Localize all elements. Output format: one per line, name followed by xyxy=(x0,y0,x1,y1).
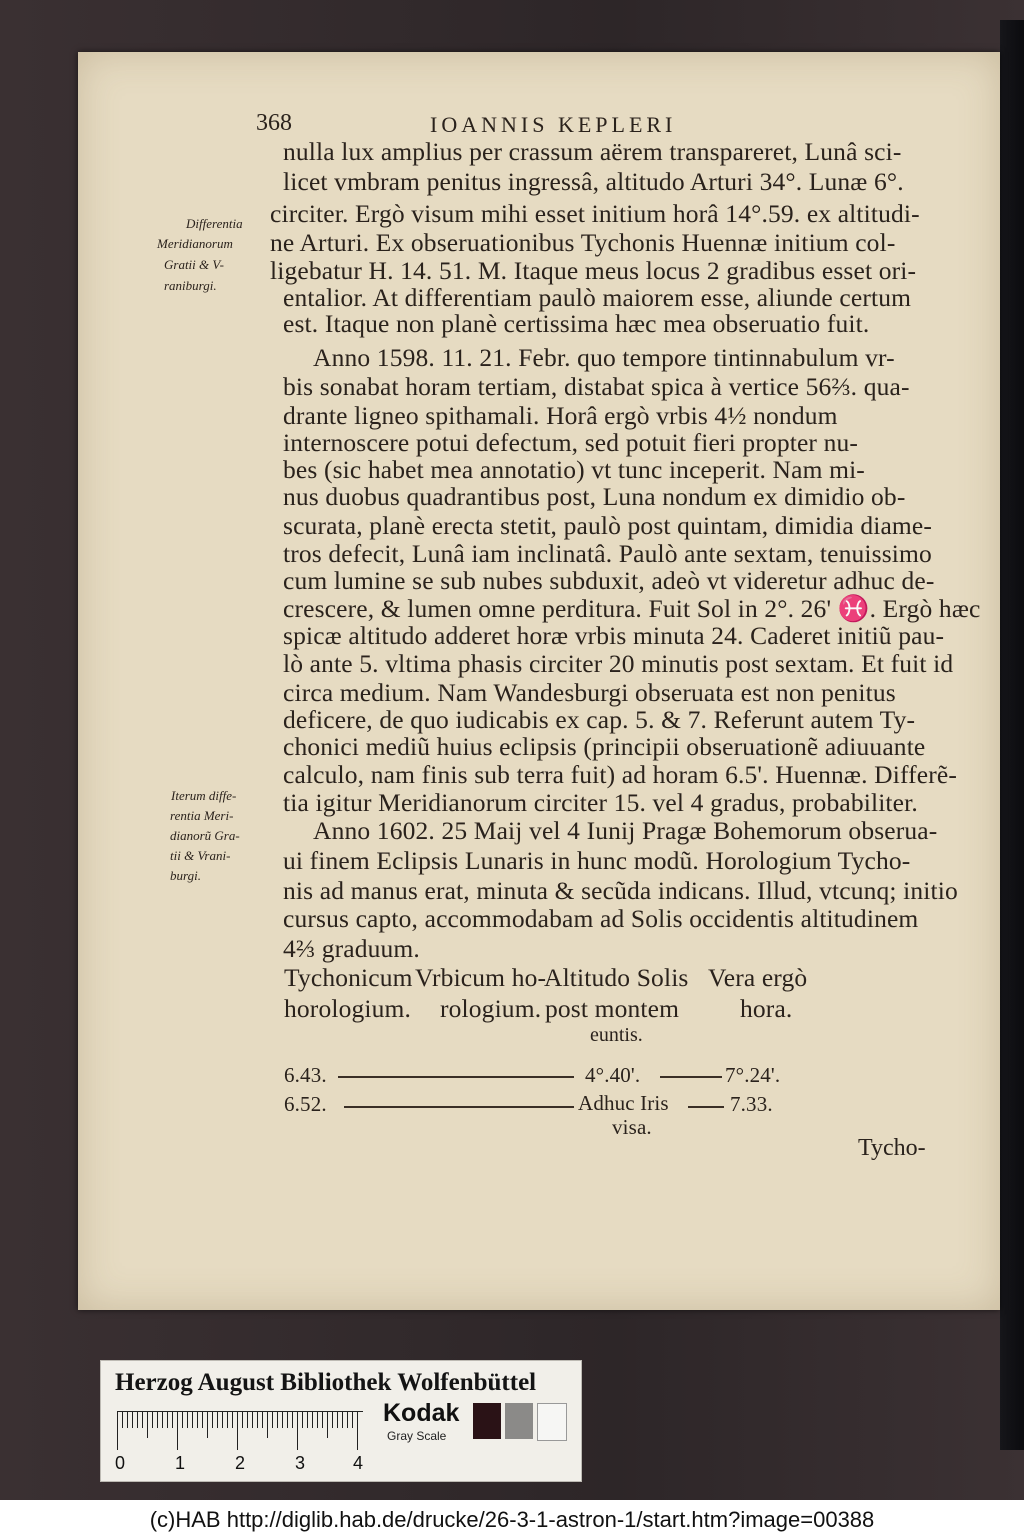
book-spine-edge xyxy=(1000,20,1024,1450)
ruler-number: 1 xyxy=(175,1453,186,1473)
ruler-tick xyxy=(347,1412,348,1428)
text-line: scurata, planè erecta stetit, paulò post quintam, dimidia diame- xyxy=(283,511,933,540)
margin-note-line: Meridianorum xyxy=(157,236,233,251)
ruler-tick xyxy=(272,1412,273,1428)
margin-note-line: Gratii & V- xyxy=(164,257,224,272)
leader-line xyxy=(660,1076,722,1078)
text-line: nus duobus quadrantibus post, Luna nondum ex dimidio ob- xyxy=(283,482,906,511)
ruler-tick xyxy=(327,1412,328,1438)
gray-swatch-mid xyxy=(505,1403,533,1439)
ruler-tick xyxy=(342,1412,343,1428)
ruler-tick xyxy=(197,1412,198,1428)
ruler-tick xyxy=(172,1412,173,1428)
ruler-tick xyxy=(202,1412,203,1428)
text-line: deficere, de quo iudicabis ex cap. 5. & 7. Referunt autem Ty- xyxy=(283,705,916,734)
ruler-tick xyxy=(292,1412,293,1428)
margin-note-line: tii & Vrani- xyxy=(170,848,231,863)
text-line: circiter. Ergò visum mihi esset initium horâ 14°.59. ex altitudi- xyxy=(270,199,920,228)
ruler-tick xyxy=(337,1412,338,1428)
text-line: crescere, & lumen omne perditura. Fuit Sol in 2°. 26' ♓. Ergò hæc xyxy=(283,594,981,623)
library-name: Herzog August Bibliothek Wolfenbüttel xyxy=(115,1369,537,1396)
text-line: Anno 1598. 11. 21. Febr. quo tempore tintinnabulum vr- xyxy=(313,343,895,372)
table-cell: 6.43. xyxy=(284,1063,327,1087)
table-header-vrbicum: rologium. xyxy=(440,994,542,1023)
ruler-tick xyxy=(312,1412,313,1428)
text-line: lò ante 5. vltima phasis circiter 20 minutis post sextam. Et fuit id xyxy=(283,649,954,678)
ruler-tick xyxy=(307,1412,308,1428)
ruler xyxy=(117,1411,363,1452)
ruler-number: 2 xyxy=(235,1453,246,1473)
text-line: Anno 1602. 25 Maij vel 4 Iunij Pragæ Bohemorum obserua- xyxy=(313,816,938,845)
gray-scale-label: Gray Scale xyxy=(387,1429,447,1443)
color-scale-card xyxy=(100,1360,582,1482)
ruler-tick xyxy=(317,1412,318,1428)
margin-note-line: dianorũ Gra- xyxy=(170,828,240,843)
ruler-tick xyxy=(137,1412,138,1428)
ruler-tick xyxy=(157,1412,158,1428)
ruler-tick xyxy=(192,1412,193,1428)
ruler-tick xyxy=(267,1412,268,1438)
ruler-tick xyxy=(332,1412,333,1428)
page-number: 368 xyxy=(256,110,292,136)
ruler-tick xyxy=(227,1412,228,1428)
ruler-tick xyxy=(132,1412,133,1428)
text-line: internoscere potui defectum, sed potuit fieri propter nu- xyxy=(283,428,859,457)
table-cell: 7.33. xyxy=(730,1092,773,1116)
ruler-tick xyxy=(257,1412,258,1428)
margin-note-line: Differentia xyxy=(186,216,243,231)
table-header-tycho: horologium. xyxy=(284,994,412,1023)
text-line: ui finem Eclipsis Lunaris in hunc modũ. Horologium Tycho- xyxy=(283,846,911,875)
text-line: spicæ altitudo adderet horæ vrbis minuta 24. Caderet initiũ pau- xyxy=(283,621,945,650)
text-line: licet vmbram penitus ingressâ, altitudo Arturi 34°. Lunæ 6°. xyxy=(283,167,904,196)
table-header-vrbicum: Vrbicum ho- xyxy=(415,963,547,992)
text-line: calculo, nam finis sub terra fuit) ad horam 6.5'. Huennæ. Differẽ- xyxy=(283,760,957,789)
text-line: cursus capto, accommodabam ad Solis occidentis altitudinem xyxy=(283,904,919,933)
text-line: circa medium. Nam Wandesburgi obseruata est non penitus xyxy=(283,678,896,707)
table-cell: 6.52. xyxy=(284,1092,327,1116)
margin-note-line: rentia Meri- xyxy=(170,808,234,823)
text-line: drante ligneo spithamali. Horâ ergò vrbis 4½ nondum xyxy=(283,401,838,430)
ruler-tick xyxy=(352,1412,353,1428)
table-cell: 7°.24'. xyxy=(725,1063,781,1087)
kodak-logo: Kodak xyxy=(383,1399,460,1427)
ruler-tick xyxy=(287,1412,288,1428)
gray-swatch-white xyxy=(537,1403,567,1441)
text-line: est. Itaque non planè certissima hæc mea obseruatio fuit. xyxy=(283,309,870,338)
ruler-tick xyxy=(117,1412,118,1450)
table-header-altitudo: euntis. xyxy=(590,1024,643,1046)
ruler-tick xyxy=(177,1412,178,1450)
leader-line xyxy=(688,1106,724,1108)
text-line: chonici mediũ huius eclipsis (principii obseruationẽ adiuuante xyxy=(283,732,926,761)
text-line: tia igitur Meridianorum circiter 15. vel 4 gradus, probabiliter. xyxy=(283,788,918,817)
ruler-tick xyxy=(247,1412,248,1428)
ruler-tick xyxy=(127,1412,128,1428)
ruler-number: 4 xyxy=(353,1453,364,1473)
ruler-tick xyxy=(142,1412,143,1428)
ruler-tick xyxy=(217,1412,218,1428)
ruler-number: 3 xyxy=(295,1453,306,1473)
text-line: bis sonabat horam tertiam, distabat spica à vertice 56⅔. qua- xyxy=(283,372,910,401)
table-header-vera: hora. xyxy=(740,994,793,1023)
table-header-altitudo: post montem xyxy=(545,994,680,1023)
ruler-tick xyxy=(222,1412,223,1428)
ruler-tick xyxy=(167,1412,168,1428)
ruler-tick xyxy=(322,1412,323,1428)
margin-note-line: burgi. xyxy=(170,868,201,883)
catchword: Tycho- xyxy=(858,1135,926,1161)
text-line: bes (sic habet mea annotatio) vt tunc inceperit. Nam mi- xyxy=(283,455,865,484)
ruler-tick xyxy=(282,1412,283,1428)
ruler-tick xyxy=(297,1412,298,1450)
ruler-tick xyxy=(262,1412,263,1428)
text-line: nis ad manus erat, minuta & secũda indicans. Illud, vtcunq; initio xyxy=(283,876,958,905)
ruler-tick xyxy=(122,1412,123,1428)
gray-swatch-black xyxy=(473,1403,501,1439)
ruler-tick xyxy=(357,1412,358,1450)
ruler-tick xyxy=(182,1412,183,1428)
ruler-tick xyxy=(207,1412,208,1438)
margin-note-line: Iterum diffe- xyxy=(171,788,237,803)
ruler-tick xyxy=(147,1412,148,1438)
ruler-tick xyxy=(152,1412,153,1428)
margin-note-line: raniburgi. xyxy=(164,278,217,293)
footer-bar xyxy=(0,1500,1024,1538)
ruler-tick xyxy=(242,1412,243,1428)
ruler-tick xyxy=(277,1412,278,1428)
text-line: ne Arturi. Ex obseruationibus Tychonis Huennæ initium col- xyxy=(270,228,896,257)
text-line: 4⅔ graduum. xyxy=(283,934,420,963)
footer-copyright-url: (c)HAB http://diglib.hab.de/drucke/26-3-1-astron-1/start.htm?image=00388 xyxy=(149,1507,875,1532)
table-header-tycho: Tychonicum xyxy=(284,963,413,992)
ruler-tick xyxy=(232,1412,233,1428)
ruler-tick xyxy=(252,1412,253,1428)
table-cell: visa. xyxy=(612,1115,652,1139)
leader-line xyxy=(344,1106,574,1108)
table-header-vera: Vera ergò xyxy=(708,963,808,992)
text-line: entalior. At differentiam paulò maiorem esse, aliunde certum xyxy=(283,283,912,312)
table-cell: Adhuc Iris xyxy=(578,1091,669,1115)
table-header-altitudo: Altitudo Solis xyxy=(544,963,689,992)
text-line: cum lumine se sub nubes subduxit, adeò vt videretur adhuc de- xyxy=(283,566,935,595)
text-line: ligebatur H. 14. 51. M. Itaque meus locus 2 gradibus esset ori- xyxy=(270,256,917,285)
ruler-tick xyxy=(187,1412,188,1428)
ruler-tick xyxy=(162,1412,163,1428)
table-cell: 4°.40'. xyxy=(585,1063,641,1087)
ruler-tick xyxy=(212,1412,213,1428)
ruler-tick xyxy=(302,1412,303,1428)
running-title: IOANNIS KEPLERI xyxy=(430,112,677,137)
ruler-number: 0 xyxy=(115,1453,126,1473)
leader-line xyxy=(338,1076,574,1078)
text-line: nulla lux amplius per crassum aërem transpareret, Lunâ sci- xyxy=(283,137,902,166)
text-line: tros defecit, Lunâ iam inclinatâ. Paulò ante sextam, tenuissimo xyxy=(283,539,932,568)
ruler-tick xyxy=(237,1412,238,1450)
